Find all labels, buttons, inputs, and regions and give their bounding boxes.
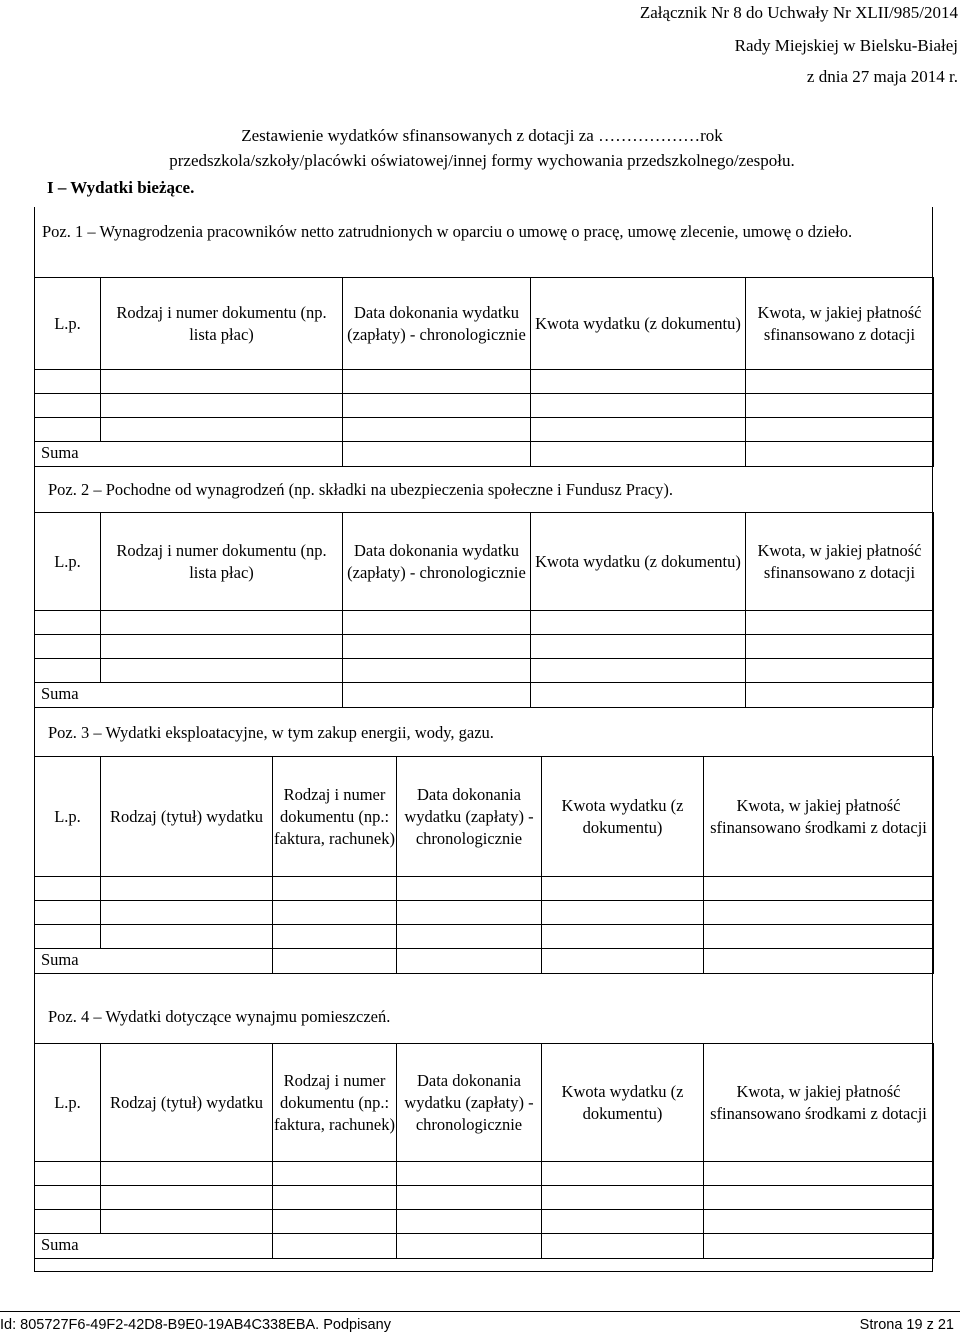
table-row — [35, 877, 934, 901]
suma-row — [35, 949, 934, 974]
col-payment-date: Data dokonania wydatku (zapłaty) - chronologicznie — [397, 1044, 542, 1162]
table-row — [35, 659, 934, 683]
table-row — [35, 611, 934, 635]
suma-label: Suma — [35, 1234, 273, 1259]
col-payment-date: Data dokonania wydatku (zapłaty) - chronologicznie — [343, 278, 531, 370]
col-document-type: Rodzaj i numer dokumentu (np.: faktura, rachunek) — [273, 757, 397, 877]
col-grant-amount: Kwota, w jakiej płatność sfinansowano środkami z dotacji — [704, 1044, 934, 1162]
col-expense-title: Rodzaj (tytuł) wydatku — [101, 1044, 273, 1162]
suma-label: Suma — [35, 442, 343, 467]
col-grant-amount: Kwota, w jakiej płatność sfinansowano z dotacji — [746, 278, 934, 370]
table-row — [35, 1210, 934, 1234]
page-number: Strona 19 z 21 — [859, 1317, 954, 1333]
table-row — [35, 1162, 934, 1186]
col-amount: Kwota wydatku (z dokumentu) — [531, 513, 746, 611]
footer-divider — [0, 1311, 960, 1312]
col-document-type: Rodzaj i numer dokumentu (np. lista płac) — [101, 278, 343, 370]
col-lp: L.p. — [35, 513, 101, 611]
table-poz1 — [34, 277, 934, 467]
col-document-type: Rodzaj i numer dokumentu (np.: faktura, rachunek) — [273, 1044, 397, 1162]
page-footer — [0, 1311, 960, 1335]
council-name: Rady Miejskiej w Bielsku-Białej — [734, 36, 958, 55]
table-row — [35, 925, 934, 949]
table-row — [35, 901, 934, 925]
col-amount: Kwota wydatku (z dokumentu) — [531, 278, 746, 370]
col-lp: L.p. — [35, 278, 101, 370]
poz3-heading: Poz. 3 – Wydatki eksploatacyjne, w tym zakup energii, wody, gazu. — [48, 723, 494, 742]
col-payment-date: Data dokonania wydatku (zapłaty) - chronologicznie — [343, 513, 531, 611]
col-grant-amount: Kwota, w jakiej płatność sfinansowano środkami z dotacji — [704, 757, 934, 877]
col-grant-amount: Kwota, w jakiej płatność sfinansowano z dotacji — [746, 513, 934, 611]
suma-row — [35, 1234, 934, 1259]
col-expense-title: Rodzaj (tytuł) wydatku — [101, 757, 273, 877]
table-row — [35, 394, 934, 418]
suma-label: Suma — [35, 683, 343, 708]
table-poz4 — [34, 1043, 934, 1259]
section-heading: I – Wydatki bieżące. — [47, 178, 195, 197]
poz1-heading: Poz. 1 – Wynagrodzenia pracowników netto zatrudnionych w oparciu o umowę o pracę, umowę zlecenie, umowę o dzieło. — [42, 222, 853, 241]
col-lp: L.p. — [35, 757, 101, 877]
table-row — [35, 1186, 934, 1210]
document-id: Id: 805727F6-49F2-42D8-B9E0-19AB4C338EBA. Podpisany — [0, 1317, 391, 1333]
doc-title-line2: przedszkola/szkoły/placówki oświatowej/innej formy wychowania przedszkolnego/zespołu. — [169, 151, 795, 170]
suma-row — [35, 683, 934, 708]
poz4-heading: Poz. 4 – Wydatki dotyczące wynajmu pomieszczeń. — [48, 1007, 391, 1026]
table-row — [35, 635, 934, 659]
attachment-title: Załącznik Nr 8 do Uchwały Nr XLII/985/2014 — [639, 3, 958, 22]
col-document-type: Rodzaj i numer dokumentu (np. lista płac) — [101, 513, 343, 611]
table-poz3 — [34, 756, 934, 974]
suma-row — [35, 442, 934, 467]
table-poz2 — [34, 512, 934, 708]
table-row — [35, 418, 934, 442]
doc-title-line1: Zestawienie wydatków sfinansowanych z dotacji za ………………rok — [241, 126, 723, 145]
resolution-date: z dnia 27 maja 2014 r. — [806, 67, 958, 86]
col-payment-date: Data dokonania wydatku (zapłaty) - chronologicznie — [397, 757, 542, 877]
col-amount: Kwota wydatku (z dokumentu) — [542, 1044, 704, 1162]
suma-label: Suma — [35, 949, 273, 974]
table-row — [35, 370, 934, 394]
poz2-heading: Poz. 2 – Pochodne od wynagrodzeń (np. składki na ubezpieczenia społeczne i Fundusz Pracy). — [48, 480, 673, 499]
col-amount: Kwota wydatku (z dokumentu) — [542, 757, 704, 877]
col-lp: L.p. — [35, 1044, 101, 1162]
